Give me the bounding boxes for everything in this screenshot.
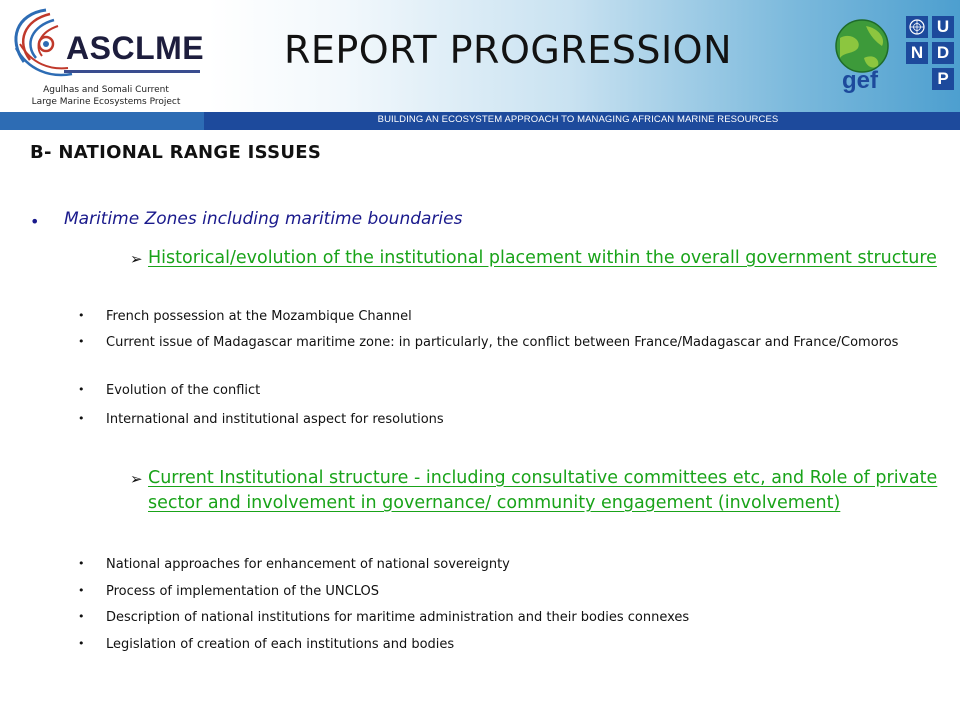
logo-subtitle-line: Large Marine Ecosystems Project <box>31 97 181 107</box>
arrow-bullet-icon: ➢ <box>130 470 143 488</box>
list-item: Description of national institutions for maritime administration and their bodies connexes <box>106 610 690 625</box>
logo-subtitle <box>10 84 202 108</box>
bullet-dot-icon: • <box>78 584 85 597</box>
list-item: Legislation of creation of each institutions and bodies <box>106 637 455 652</box>
undp-letter: N <box>906 42 928 64</box>
undp-letter: D <box>932 42 954 64</box>
logo-wordmark: ASCLME <box>66 30 205 66</box>
tagline-text: BUILDING AN ECOSYSTEM APPROACH TO MANAGING AFRICAN MARINE RESOURCES <box>377 114 779 125</box>
gef-logo <box>832 18 898 94</box>
bullet-dot-icon: • <box>78 412 85 425</box>
bullet-dot-icon: • <box>78 610 85 623</box>
gef-wordmark: gef <box>842 67 878 94</box>
un-emblem-icon <box>906 16 928 38</box>
bullet-dot-icon: • <box>78 335 85 348</box>
undp-logo <box>906 16 954 112</box>
logo-subtitle-line: Agulhas and Somali Current <box>43 85 169 95</box>
list-item: International and institutional aspect for resolutions <box>106 412 444 427</box>
asclme-logo <box>0 0 206 112</box>
tagline-bar-left <box>0 112 204 130</box>
undp-letter: P <box>932 68 954 90</box>
slide-title: REPORT PROGRESSION <box>283 28 733 72</box>
bullet-dot-icon: • <box>30 212 40 231</box>
bullet-dot-icon: • <box>78 637 85 650</box>
main-bullet: Maritime Zones including maritime boundaries <box>64 209 463 229</box>
undp-letter: U <box>932 16 954 38</box>
bullet-dot-icon: • <box>78 309 85 322</box>
arrow-bullet-icon: ➢ <box>130 250 143 268</box>
section-link-institutional[interactable]: Current Institutional structure - including consultative committees etc, and Role of private sector and involvement in governance/ community engagement (involvement) <box>148 468 938 513</box>
bullet-dot-icon: • <box>78 383 85 396</box>
list-item: Process of implementation of the UNCLOS <box>106 584 379 599</box>
bullet-dot-icon: • <box>78 557 85 570</box>
list-item: National approaches for enhancement of national sovereignty <box>106 557 510 572</box>
list-item: Current issue of Madagascar maritime zone: in particularly, the conflict between France/Madagascar and France/Comoros <box>106 335 899 350</box>
slide-header <box>0 0 960 130</box>
list-item: Evolution of the conflict <box>106 383 261 398</box>
logo-underline <box>64 70 200 73</box>
section-heading: B- NATIONAL RANGE ISSUES <box>30 142 322 163</box>
section-link-historical[interactable]: Historical/evolution of the institutional placement within the overall government structure <box>148 248 937 268</box>
list-item: French possession at the Mozambique Channel <box>106 309 412 324</box>
